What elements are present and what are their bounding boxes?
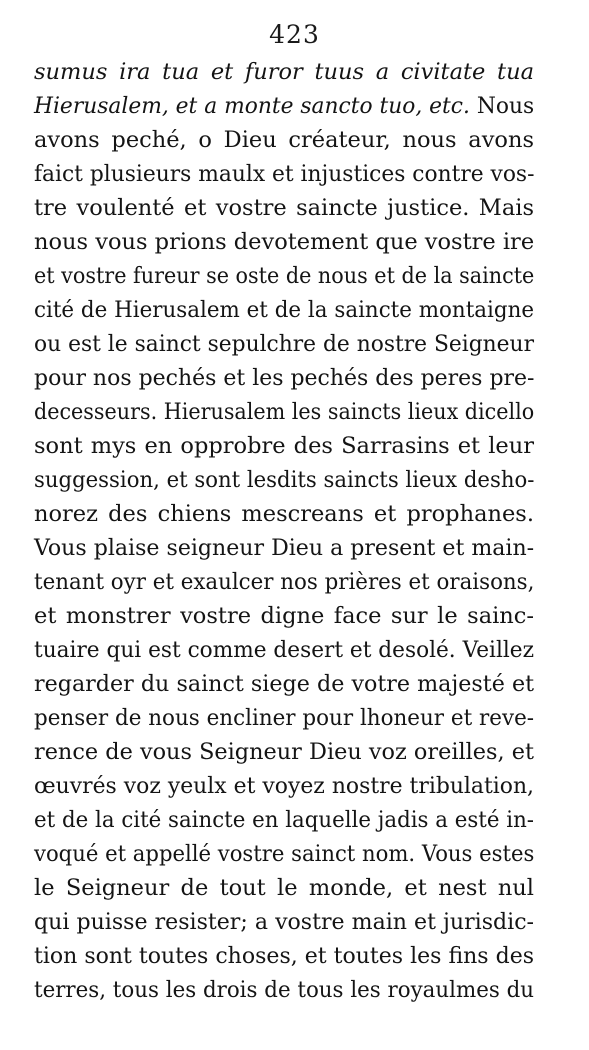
text-line-6: nous vous prions devotement que vostre ire xyxy=(34,229,535,255)
text-line-11: decesseurs. Hierusalem les saincts lieux dicello xyxy=(34,399,535,425)
text-line-27: tion sont toutes choses, et toutes les fins des xyxy=(34,943,535,969)
text-line-7: et vostre fureur se oste de nous et de la saincte xyxy=(34,263,535,289)
text-line-1: sumus ira tua et furor tuus a civitate tua xyxy=(34,59,534,85)
text-line-13: suggession, et sont lesdits saincts lieux desho- xyxy=(34,467,535,493)
text-line-20: penser de nous encliner pour lhoneur et reve- xyxy=(34,705,535,731)
text-line-16: tenant oyr et exaulcer nos prières et oraisons, xyxy=(34,569,535,595)
text-line-2 xyxy=(34,89,534,123)
text-line-18: tuaire qui est comme desert et desolé. Veillez xyxy=(34,637,534,663)
text-line-14: norez des chiens mescreans et prophanes. xyxy=(34,501,534,527)
text-line-12: sont mys en opprobre des Sarrasins et leur xyxy=(34,433,534,459)
text-line-19: regarder du sainct siege de votre majesté et xyxy=(34,671,535,697)
text-line-2-roman: Nous xyxy=(476,93,535,119)
text-line-23: et de la cité saincte en laquelle jadis a esté in- xyxy=(34,807,535,833)
text-line-17: et monstrer vostre digne face sur le sainc- xyxy=(34,603,534,629)
text-line-25: le Seigneur de tout le monde, et nest nul xyxy=(34,875,534,901)
text-line-9: ou est le sainct sepulchre de nostre Seigneur xyxy=(34,331,534,357)
text-line-10: pour nos pechés et les pechés des peres pre- xyxy=(34,365,535,391)
text-line-26: qui puisse resister; a vostre main et jurisdic- xyxy=(34,909,535,935)
text-line-21: rence de vous Seigneur Dieu voz oreilles, et xyxy=(34,739,534,765)
text-line-28: terres, tous les drois de tous les royaulmes du xyxy=(34,977,535,1003)
text-line-8: cité de Hierusalem et de la saincte montaigne xyxy=(34,297,535,323)
text-line-4: faict plusieurs maulx et injustices contre vos- xyxy=(34,161,535,187)
page-number: 423 xyxy=(269,20,320,49)
text-line-2-italic: Hierusalem, et a monte sancto tuo, etc. xyxy=(34,93,470,119)
text-line-22: œuvrés voz yeulx et voyez nostre tribulation, xyxy=(34,773,535,799)
text-line-15: Vous plaise seigneur Dieu a present et main- xyxy=(34,535,535,561)
text-line-24: voqué et appellé vostre sainct nom. Vous estes xyxy=(34,841,535,867)
body-text xyxy=(34,55,534,1007)
text-line-5: tre voulenté et vostre saincte justice. Mais xyxy=(34,195,534,221)
text-line-3: avons peché, o Dieu créateur, nous avons xyxy=(34,127,534,153)
